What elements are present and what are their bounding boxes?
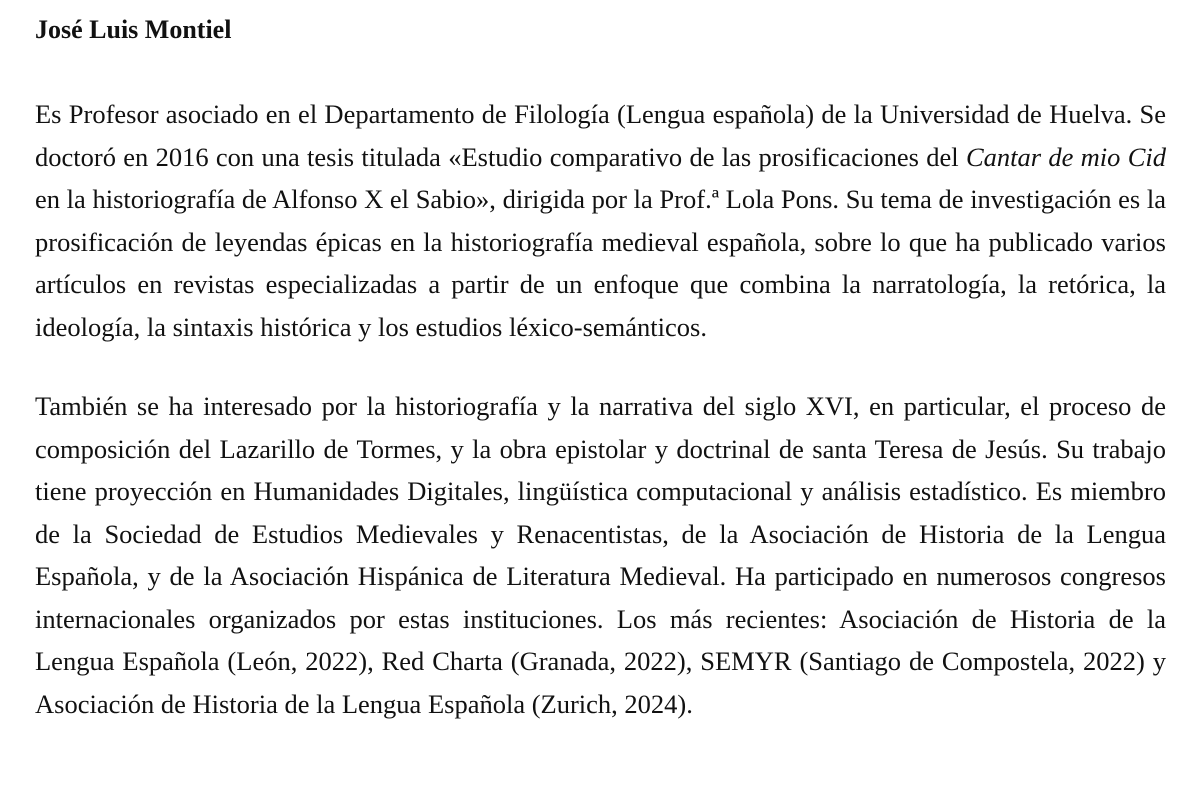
document-page	[35, 10, 1166, 725]
bio-paragraph-1-text-b: en la historiografía de Alfonso X el Sabio», dirigida por la Prof.ª Lola Pons. Su tema de investigación es la prosificación de leyendas épicas en la historiografía medieval española, sobre lo que ha publicado varios artículos en revistas especializadas a partir de un enfoque que combina la narratología, la retórica, la ideología, la sintaxis histórica y los estudios léxico-semánticos.	[35, 184, 1166, 342]
author-name: José Luis Montiel	[35, 15, 232, 44]
work-title-italic: Cantar de mio Cid	[965, 141, 1166, 172]
bio-paragraph-1-text-a: Es Profesor asociado en el Departamento de Filología (Lengua española) de la Universidad de Huelva. Se doctoró en 2016 con una tesis titulada «Estudio comparativo de las prosificaciones del	[35, 99, 1166, 172]
bio-paragraph-2: También se ha interesado por la historiografía y la narrativa del siglo XVI, en particular, el proceso de composición del Lazarillo de Tormes, y la obra epistolar y doctrinal de santa Teresa de Jesús. Su trabajo tiene proyección en Humanidades Digitales, lingüística computacional y análisis estadístico. Es miembro de la Sociedad de Estudios Medievales y Renacentistas, de la Asociación de Historia de la Lengua Española, y de la Asociación Hispánica de Literatura Medieval. Ha participado en numerosos congresos internacionales organizados por estas instituciones. Los más recientes: Asociación de Historia de la Lengua Española (León, 2022), Red Charta (Granada, 2022), SEMYR (Santiago de Compostela, 2022) y Asociación de Historia de la Lengua Española (Zurich, 2024).	[35, 391, 1166, 719]
bio-paragraph-1	[35, 93, 1166, 348]
